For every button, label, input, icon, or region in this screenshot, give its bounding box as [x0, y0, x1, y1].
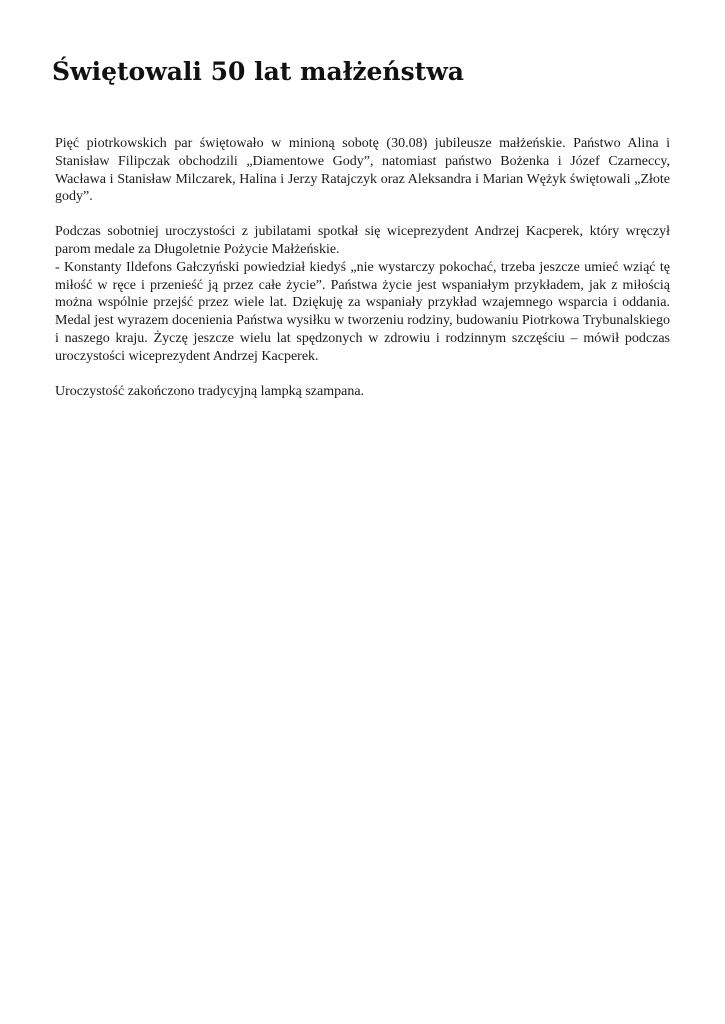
article-paragraph-1: Pięć piotrkowskich par świętowało w minioną sobotę (30.08) jubileusze małżeńskie. Państwo Alina i Stanisław Filipczak obchodzili „Diamentowe Gody”, natomiast państwo Bożenka i Józef Czarneccy, Wacława i Stanisław Milczarek, Halina i Jerzy Ratajczyk oraz Aleksandra i Marian Wężyk świętowali „Złote gody”.: [55, 136, 670, 205]
article-title: Świętowali 50 lat małżeństwa: [52, 57, 464, 86]
article-body: [55, 135, 670, 417]
article-paragraph-4: Uroczystość zakończono tradycyjną lampką szampana.: [55, 383, 365, 399]
article-paragraph-2-text: Podczas sobotniej uroczystości z jubilatami spotkał się wiceprezydent Andrzej Kacperek, który wręczył parom medale za Długoletnie Pożycie Małżeńskie.: [55, 224, 670, 257]
article-paragraph-2: [55, 223, 670, 259]
article-quote-paragraph: - Konstanty Ildefons Gałczyński powiedział kiedyś „nie wystarczy pokochać, trzeba jeszcze umieć wziąć tę miłość w ręce i przenieść ją przez całe życie”. Państwa życie jest wspaniałym przykładem, jak z miłością można wspólnie przejść przez wiele lat. Dziękuję za wspaniały przykład wzajemnego wsparcia i oddania. Medal jest wyrazem docenienia Państwa wysiłku w tworzeniu rodziny, budowaniu Piotrkowa Trybunalskiego i naszego kraju. Życzę jeszcze wielu lat spędzonych w zdrowiu i rodzinnym szczęściu – mówił podczas uroczystości wiceprezydent Andrzej Kacperek.: [55, 259, 670, 364]
